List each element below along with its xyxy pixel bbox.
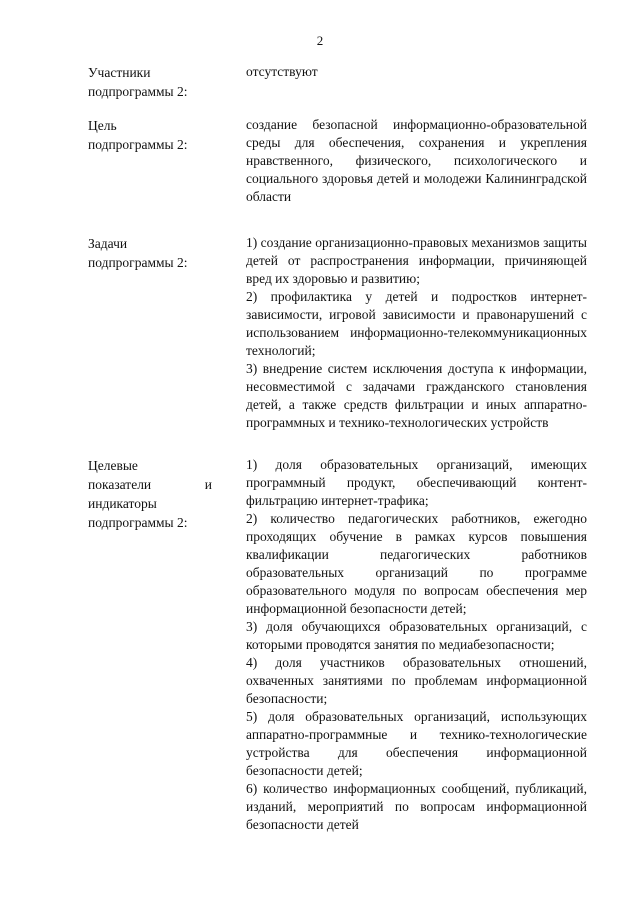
value-paragraph: отсутствуют	[246, 64, 318, 79]
label-line	[88, 475, 212, 494]
label-line: индикаторы	[88, 496, 157, 511]
label-line: подпрограммы 2:	[88, 84, 188, 99]
value-paragraph: 2) количество педагогических работников, ежегодно проходящих обучение в рамках курсов повышения квалификации педагогических работников образовательных организаций по программе образовательного модуля по вопросам обеспечения мер информационной безопасности детей;	[246, 511, 587, 616]
value-paragraph: 5) доля образовательных организаций, использующих аппаратно-программные и технико-технологические устройства для обеспечения информационной безопасности детей;	[246, 709, 587, 778]
label-line: Целевые	[88, 458, 138, 473]
tasks-value	[246, 234, 587, 432]
tasks-label	[88, 234, 212, 272]
label-word: показатели	[88, 477, 152, 492]
goal-label	[88, 116, 212, 154]
label-line: Цель	[88, 118, 117, 133]
value-paragraph: 1) создание организационно-правовых механизмов защиты детей от распространения информации, причиняющей вред их здоровью и развитию;	[246, 235, 587, 286]
value-paragraph: 3) доля обучающихся образовательных организаций, с которыми проводятся занятия по медиабезопасности;	[246, 619, 587, 652]
indicators-label	[88, 456, 212, 532]
value-paragraph: создание безопасной информационно-образовательной среды для обеспечения, сохранения и укрепления нравственного, физического, психологического и социального здоровья детей и молодежи Калининградской области	[246, 117, 587, 204]
participants-value	[246, 63, 587, 81]
label-line: подпрограммы 2:	[88, 255, 188, 270]
value-paragraph: 4) доля участников образовательных отношений, охваченных занятиями по проблемам информационной безопасности;	[246, 655, 587, 706]
label-word: и	[204, 477, 212, 492]
goal-value	[246, 116, 587, 206]
label-line: Задачи	[88, 236, 128, 251]
page-number: 2	[316, 33, 324, 48]
label-line: подпрограммы 2:	[88, 515, 188, 530]
value-paragraph: 6) количество информационных сообщений, публикаций, изданий, мероприятий по вопросам информационной безопасности детей	[246, 781, 587, 832]
value-paragraph: 1) доля образовательных организаций, имеющих программный продукт, обеспечивающий контент-фильтрацию интернет-трафика;	[246, 457, 587, 508]
value-paragraph: 3) внедрение систем исключения доступа к информации, несовместимой с задачами гражданского становления детей, а также средств фильтрации и иных аппаратно-программных и технико-технологических устройств	[246, 361, 587, 430]
indicators-value	[246, 456, 587, 834]
value-paragraph: 2) профилактика у детей и подростков интернет-зависимости, игровой зависимости и правонарушений с использованием информационно-телекоммуникационных технологий;	[246, 289, 587, 358]
label-line: подпрограммы 2:	[88, 137, 188, 152]
participants-label	[88, 63, 212, 101]
label-line: Участники	[88, 65, 151, 80]
